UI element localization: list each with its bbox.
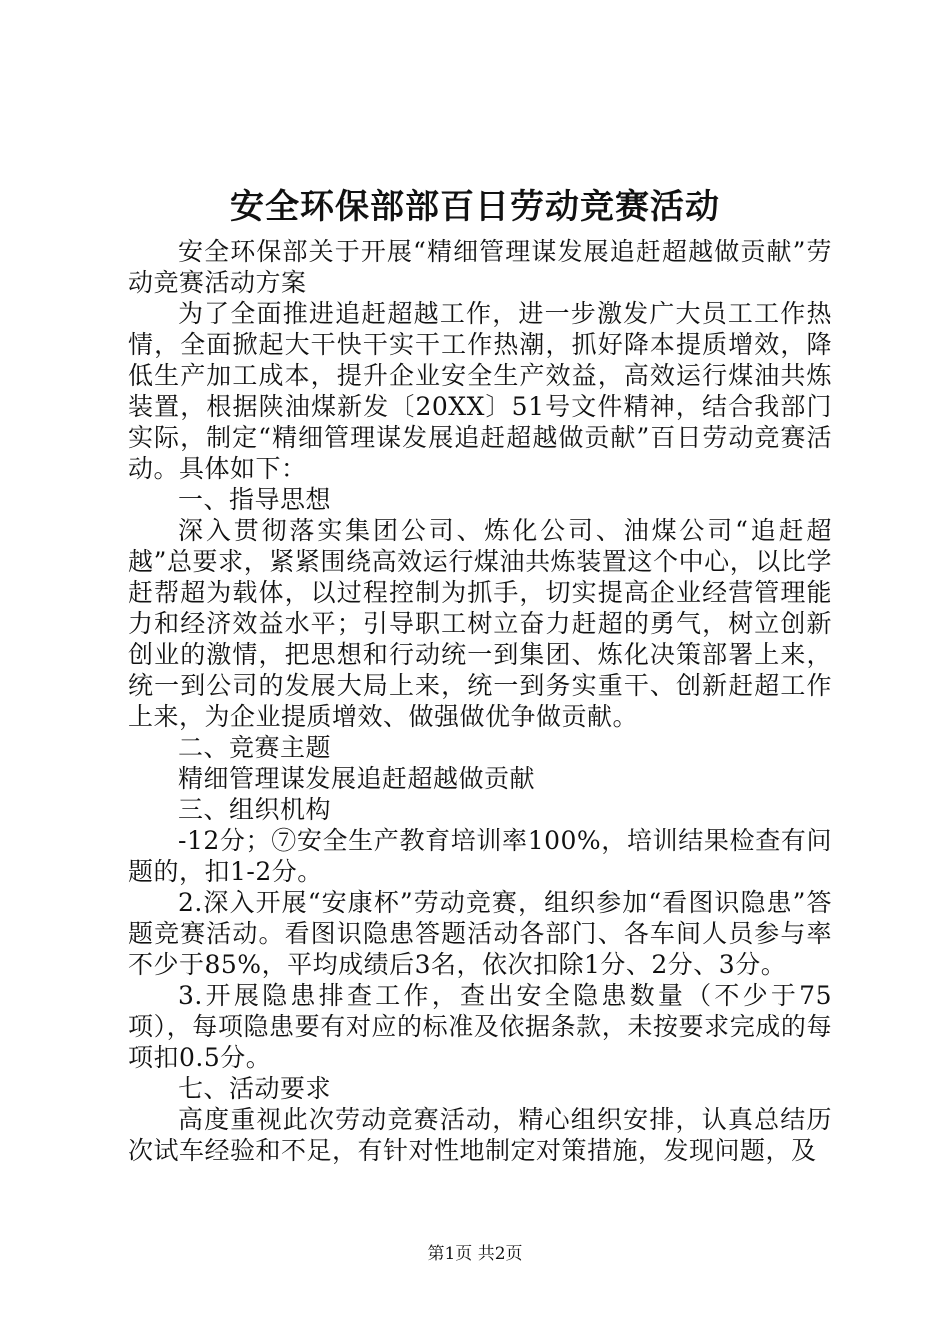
heading-guiding-ideology: 一、指导思想 bbox=[178, 485, 332, 514]
paragraph-guiding-ideology: 深入贯彻落实集团公司、炼化公司、油煤公司“追赶超越”总要求，紧紧围绕高效运行煤油共炼装置这个中心，以比学赶帮超为载体，以过程控制为抓手，切实提高企业经营管理能力和经济效益水平；引导职工树立奋力赶超的勇气，树立创新创业的激情，把思想和行动统一到集团、炼化决策部署上来，统一到公司的发展大局上来，统一到务实重干、创新赶超工作上来，为企业提质增效、做强做优争做贡献。 bbox=[128, 516, 832, 731]
paragraph-activity-requirements: 高度重视此次劳动竞赛活动，精心组织安排，认真总结历次试车经验和不足，有针对性地制定对策措施，发现问题，及 bbox=[128, 1105, 832, 1165]
paragraph-plan-title: 安全环保部关于开展“精细管理谋发展追赶超越做贡献”劳动竞赛活动方案 bbox=[128, 237, 832, 297]
heading-organization: 三、组织机构 bbox=[178, 795, 332, 824]
heading-competition-theme: 二、竞赛主题 bbox=[178, 733, 332, 762]
document-title: 安全环保部部百日劳动竞赛活动 bbox=[230, 187, 720, 227]
paragraph-intro: 为了全面推进追赶超越工作，进一步激发广大员工工作热情，全面掀起大干快干实干工作热潮，抓好降本提质增效，降低生产加工成本，提升企业安全生产效益，高效运行煤油共炼装置，根据陕油煤新发〔20XX〕51号文件精神，结合我部门实际，制定“精细管理谋发展追赶超越做贡献”百日劳动竞赛活动。具体如下： bbox=[128, 299, 832, 483]
paragraph-ankang-cup: 2.深入开展“安康杯”劳动竞赛，组织参加“看图识隐患”答题竞赛活动。看图识隐患答题活动各部门、各车间人员参与率不少于85%，平均成绩后3名，依次扣除1分、2分、3分。 bbox=[128, 888, 832, 979]
heading-activity-requirements: 七、活动要求 bbox=[178, 1074, 332, 1103]
page-footer: 第1页 共2页 bbox=[427, 1244, 523, 1264]
document-body bbox=[128, 236, 832, 1166]
paragraph-competition-theme: 精细管理谋发展追赶超越做贡献 bbox=[178, 764, 536, 793]
paragraph-training-score: -12分；⑦安全生产教育培训率100%，培训结果检查有问题的，扣1-2分。 bbox=[128, 826, 832, 886]
paragraph-hazard-check: 3.开展隐患排查工作，查出安全隐患数量（不少于75项），每项隐患要有对应的标准及依据条款，未按要求完成的每项扣0.5分。 bbox=[128, 981, 832, 1072]
